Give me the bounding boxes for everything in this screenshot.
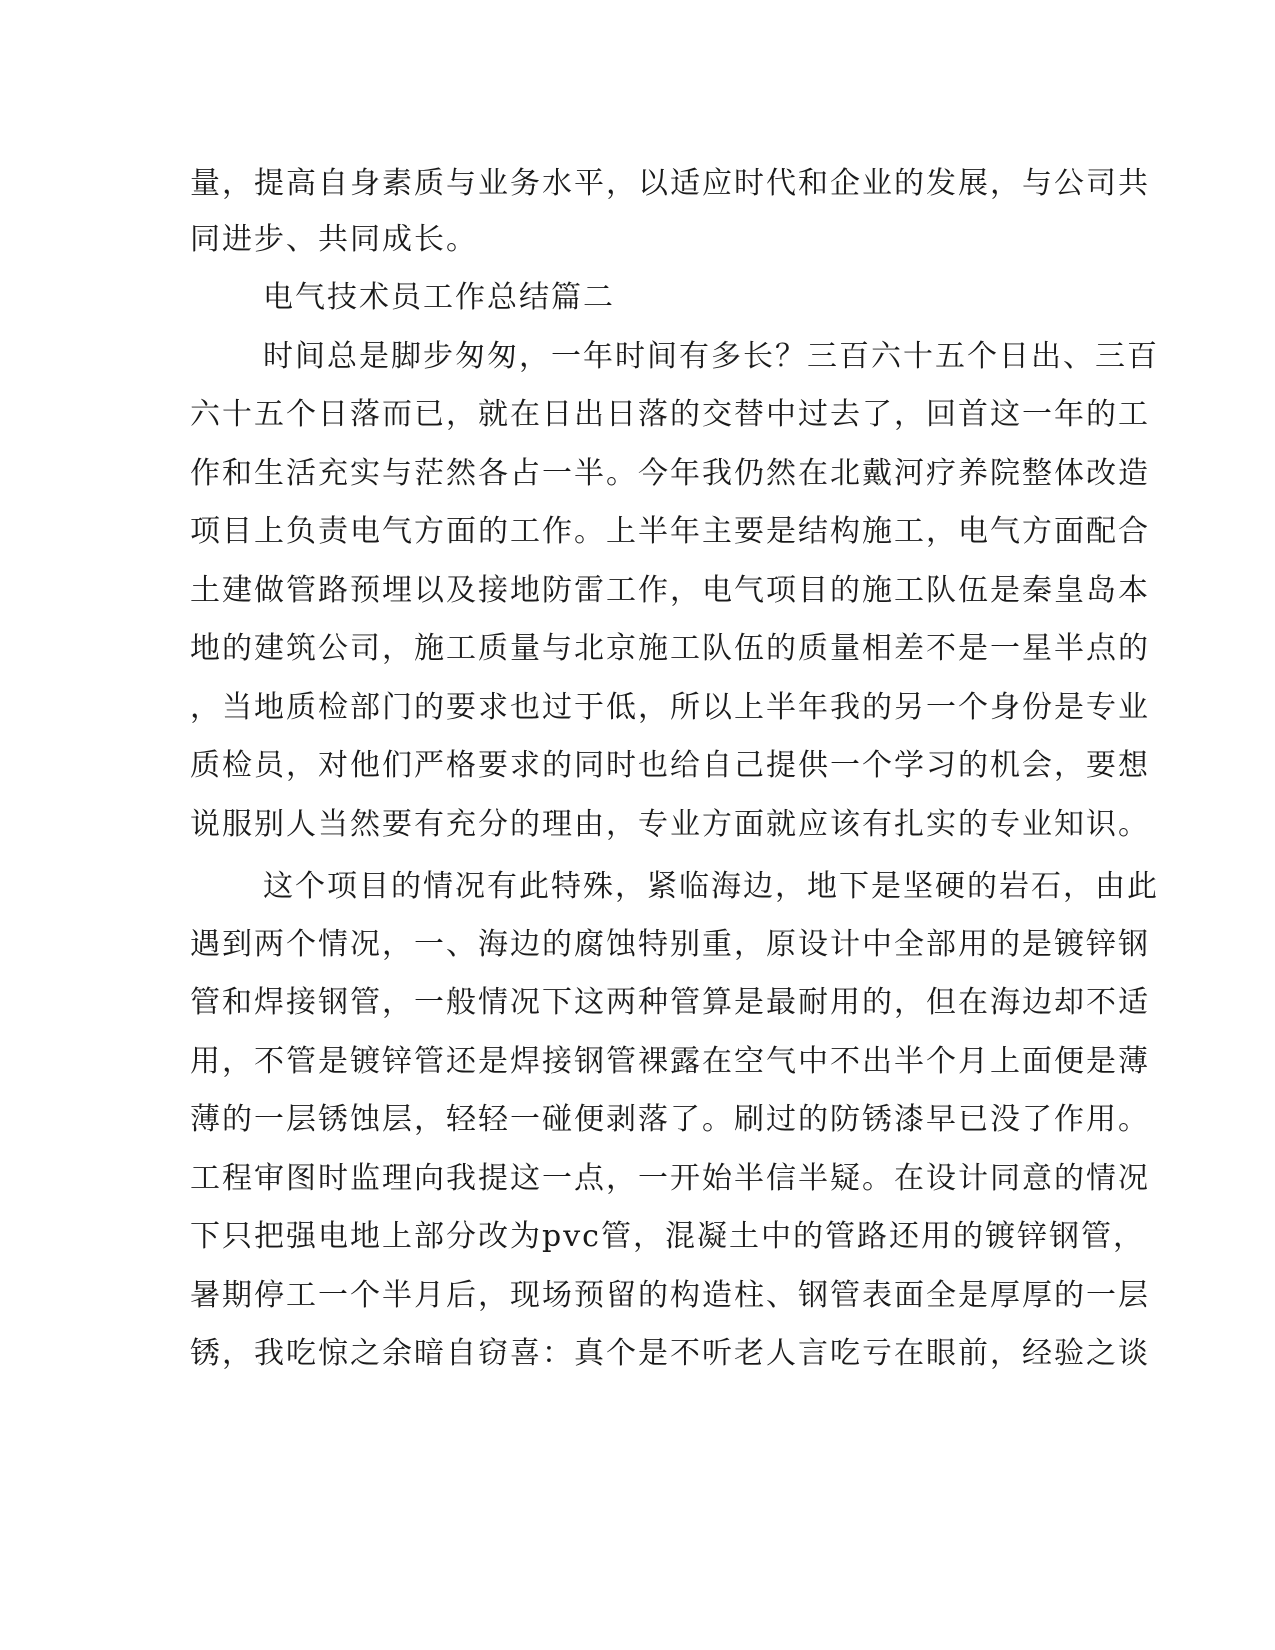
text-line: 六十五个日落而已，就在日出日落的交替中过去了，回首这一年的工	[190, 397, 1150, 432]
text-line: 管和焊接钢管，一般情况下这两种管算是最耐用的，但在海边却不适	[190, 985, 1150, 1020]
text-line: ，当地质检部门的要求也过于低，所以上半年我的另一个身份是专业	[190, 690, 1150, 725]
text-line: 用，不管是镀锌管还是焊接钢管裸露在空气中不出半个月上面便是薄	[190, 1044, 1150, 1079]
text-line: 质检员，对他们严格要求的同时也给自己提供一个学习的机会，要想	[190, 748, 1150, 783]
section-heading: 电气技术员工作总结篇二	[263, 280, 615, 315]
text-line: 薄的一层锈蚀层，轻轻一碰便剥落了。刷过的防锈漆早已没了作用。	[190, 1102, 1150, 1137]
text-line: 土建做管路预埋以及接地防雷工作，电气项目的施工队伍是秦皇岛本	[190, 573, 1150, 608]
text-line: 遇到两个情况，一、海边的腐蚀特别重，原设计中全部用的是镀锌钢	[190, 927, 1150, 962]
text-line: 锈，我吃惊之余暗自窃喜：真个是不听老人言吃亏在眼前，经验之谈	[190, 1336, 1150, 1371]
text-line: 项目上负责电气方面的工作。上半年主要是结构施工，电气方面配合	[190, 514, 1150, 549]
text-line: 作和生活充实与茫然各占一半。今年我仍然在北戴河疗养院整体改造	[190, 456, 1150, 491]
text-line: 工程审图时监理向我提这一点，一开始半信半疑。在设计同意的情况	[190, 1161, 1150, 1196]
text-line: 说服别人当然要有充分的理由，专业方面就应该有扎实的专业知识。	[190, 807, 1150, 842]
text-line: 暑期停工一个半月后，现场预留的构造柱、钢管表面全是厚厚的一层	[190, 1278, 1150, 1313]
paragraph-first-line: 这个项目的情况有此特殊，紧临海边，地下是坚硬的岩石，由此	[263, 869, 1159, 904]
text-line: 地的建筑公司，施工质量与北京施工队伍的质量相差不是一星半点的	[190, 631, 1150, 666]
text-line: 量，提高自身素质与业务水平，以适应时代和企业的发展，与公司共	[190, 166, 1150, 201]
paragraph-first-line: 时间总是脚步匆匆，一年时间有多长？三百六十五个日出、三百	[263, 339, 1159, 374]
text-line: 同进步、共同成长。	[190, 222, 478, 257]
text-line: 下只把强电地上部分改为pvc管，混凝土中的管路还用的镀锌钢管，	[190, 1219, 1145, 1254]
